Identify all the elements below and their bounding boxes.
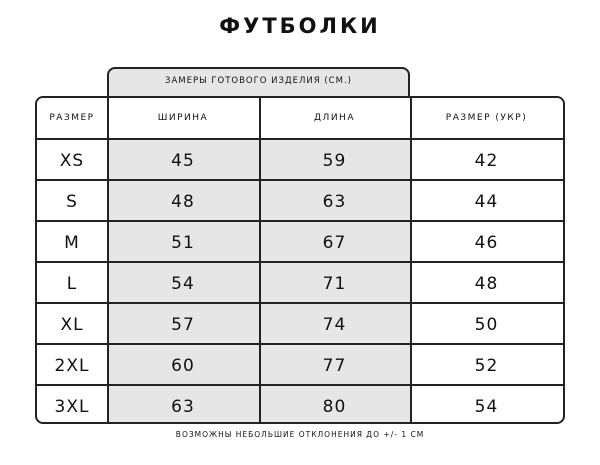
width-cell: 57 bbox=[171, 314, 195, 335]
measurement-group-header: ЗАМЕРЫ ГОТОВОГО ИЗДЕЛИЯ (СМ.) bbox=[107, 67, 410, 107]
width-cell: 63 bbox=[171, 396, 195, 417]
table-row bbox=[37, 345, 563, 386]
tolerance-note: ВОЗМОЖНЫ НЕБОЛЬШИЕ ОТКЛОНЕНИЯ ДО +/- 1 СМ bbox=[175, 430, 425, 439]
table-row bbox=[37, 140, 563, 181]
size-ukr-cell: 42 bbox=[474, 150, 499, 171]
column-header-width: ШИРИНА bbox=[157, 113, 209, 123]
size-ukr-cell: 50 bbox=[474, 314, 499, 335]
size-cell: 2XL bbox=[54, 355, 90, 376]
size-cell: L bbox=[66, 273, 78, 294]
size-ukr-cell: 52 bbox=[474, 355, 499, 376]
column-header-size: РАЗМЕР bbox=[49, 113, 95, 123]
table-row bbox=[37, 222, 563, 263]
size-ukr-cell: 46 bbox=[474, 232, 499, 253]
width-cell: 54 bbox=[171, 273, 195, 294]
width-cell: 51 bbox=[171, 232, 195, 253]
column-header-size-ukr: РАЗМЕР (УКР) bbox=[445, 113, 528, 123]
width-cell: 48 bbox=[171, 191, 195, 212]
length-cell: 74 bbox=[322, 314, 347, 335]
length-cell: 80 bbox=[322, 396, 347, 417]
length-cell: 67 bbox=[322, 232, 347, 253]
column-header-length: ДЛИНА bbox=[314, 113, 355, 123]
page-title: ФУТБОЛКИ bbox=[219, 14, 381, 38]
length-cell: 59 bbox=[322, 150, 347, 171]
size-cell: 3XL bbox=[54, 396, 90, 417]
size-ukr-cell: 54 bbox=[474, 396, 499, 417]
size-ukr-cell: 44 bbox=[474, 191, 499, 212]
width-cell: 60 bbox=[171, 355, 195, 376]
length-cell: 63 bbox=[322, 191, 347, 212]
table-header-row bbox=[37, 98, 563, 138]
width-cell: 45 bbox=[171, 150, 195, 171]
table-row bbox=[37, 263, 563, 304]
table-row bbox=[37, 386, 563, 424]
table-row bbox=[37, 304, 563, 345]
size-cell: XS bbox=[59, 150, 85, 171]
size-cell: S bbox=[66, 191, 78, 212]
size-cell: M bbox=[64, 232, 80, 253]
size-table bbox=[35, 96, 565, 424]
length-cell: 71 bbox=[322, 273, 347, 294]
length-cell: 77 bbox=[322, 355, 347, 376]
table-row bbox=[37, 181, 563, 222]
size-cell: XL bbox=[60, 314, 84, 335]
size-ukr-cell: 48 bbox=[474, 273, 499, 294]
